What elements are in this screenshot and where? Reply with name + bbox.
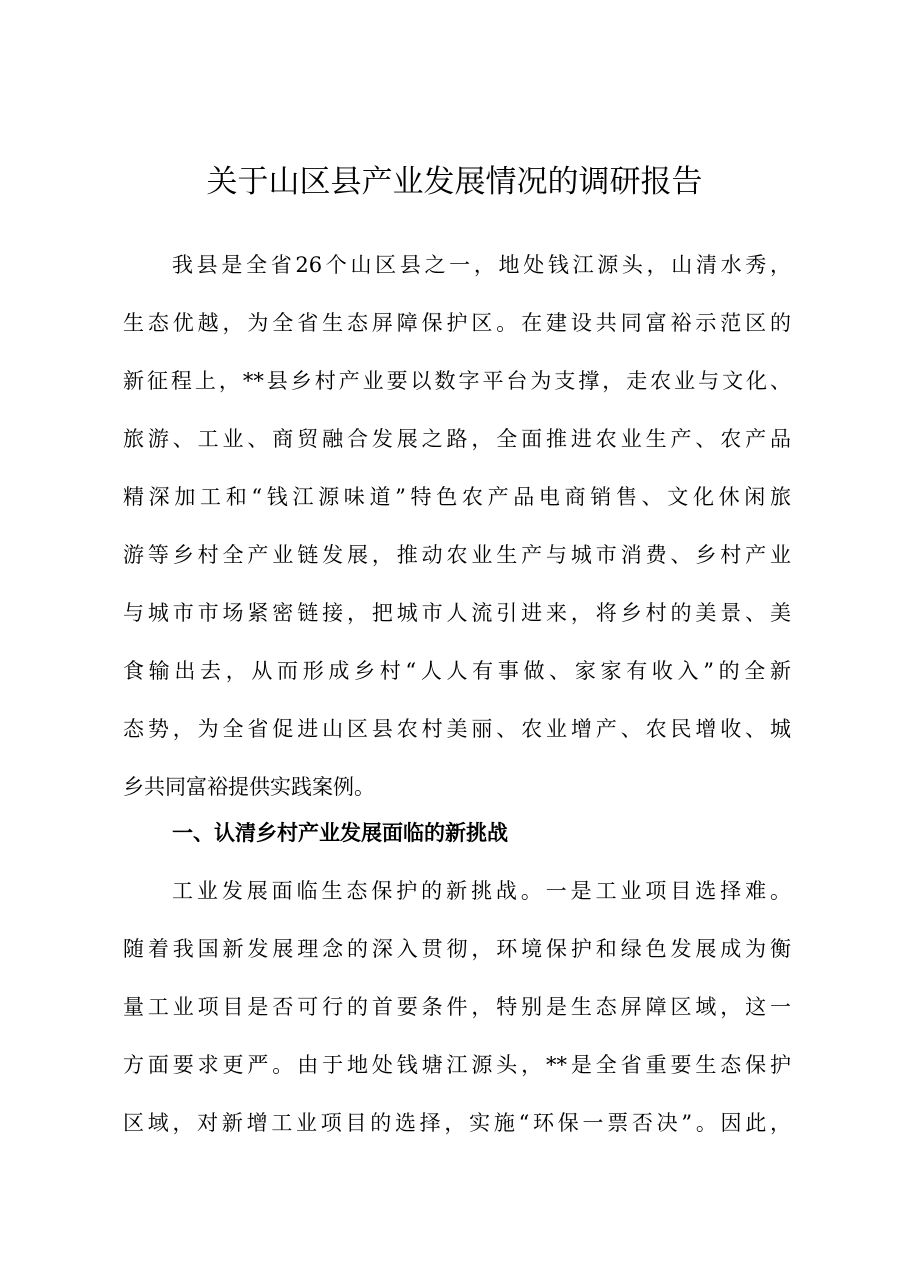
paragraph-line: 随着我国新发展理念的深入贯彻，环境保护和绿色发展成为衡 — [123, 937, 791, 961]
paragraph-line: 工业发展面临生态保护的新挑战。一是工业项目选择难。 — [172, 879, 791, 903]
paragraph-line: 区域，对新增工业项目的选择，实施“环保一票否决”。因此， — [123, 1111, 791, 1135]
section-paragraph — [123, 862, 791, 1152]
paragraph-line: 量工业项目是否可行的首要条件，特别是生态屏障区域，这一 — [123, 995, 791, 1019]
intro-paragraph — [123, 236, 791, 816]
paragraph-line: 食输出去，从而形成乡村“人人有事做、家家有收入”的全新 — [123, 659, 791, 683]
section-heading: 一、认清乡村产业发展面临的新挑战 — [172, 821, 508, 845]
paragraph-line: 生态优越，为全省生态屏障保护区。在建设共同富裕示范区的 — [123, 311, 791, 335]
paragraph-line: 与城市市场紧密链接，把城市人流引进来，将乡村的美景、美 — [123, 601, 791, 625]
paragraph-line: 我县是全省26个山区县之一，地处钱江源头，山清水秀， — [172, 253, 791, 277]
paragraph-line: 乡共同富裕提供实践案例。 — [123, 775, 375, 799]
paragraph-line: 游等乡村全产业链发展，推动农业生产与城市消费、乡村产业 — [123, 543, 791, 567]
paragraph-line: 精深加工和“钱江源味道”特色农产品电商销售、文化休闲旅 — [123, 485, 791, 509]
paragraph-line: 态势，为全省促进山区县农村美丽、农业增产、农民增收、城 — [123, 717, 791, 741]
document-title: 关于山区县产业发展情况的调研报告 — [206, 164, 703, 200]
paragraph-line: 新征程上，**县乡村产业要以数字平台为支撑，走农业与文化、 — [123, 369, 791, 393]
paragraph-line: 方面要求更严。由于地处钱塘江源头，**是全省重要生态保护 — [123, 1053, 791, 1077]
paragraph-line: 旅游、工业、商贸融合发展之路，全面推进农业生产、农产品 — [123, 427, 791, 451]
